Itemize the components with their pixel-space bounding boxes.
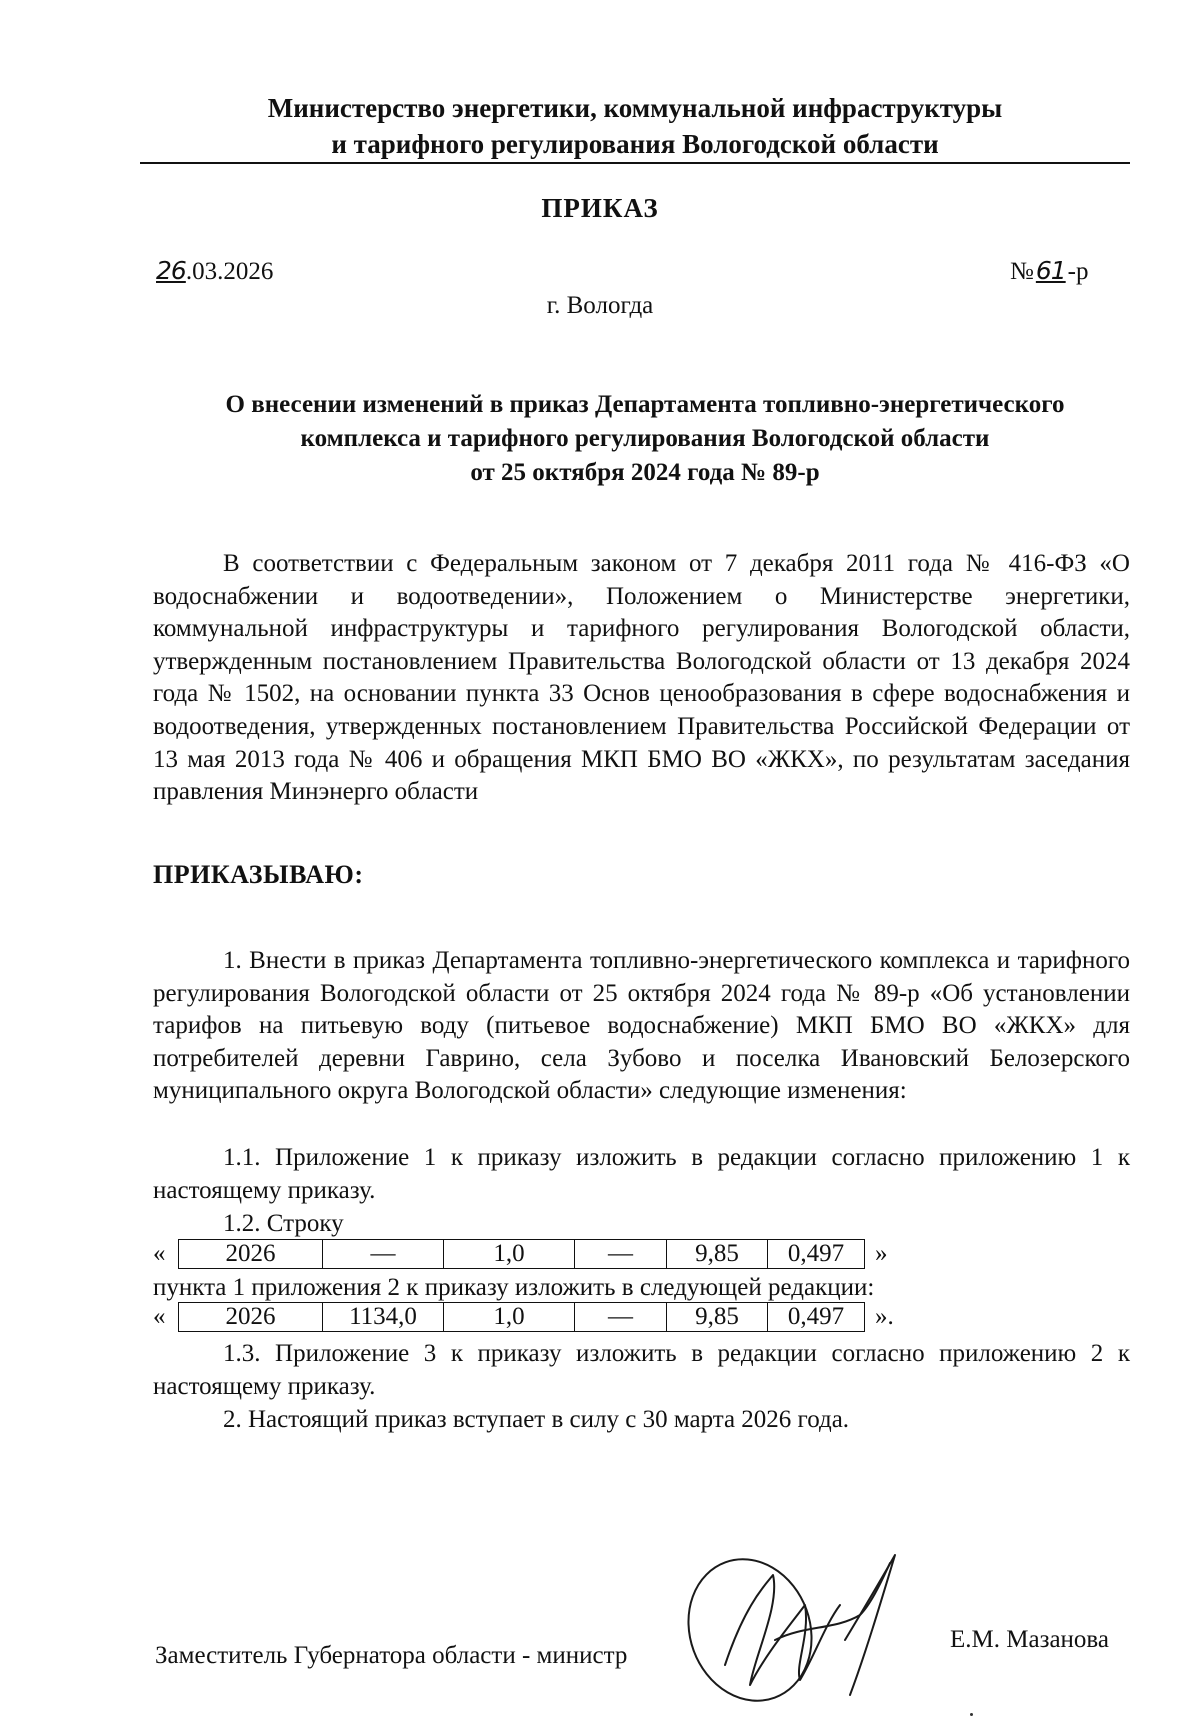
handwritten-signature [655, 1545, 915, 1715]
ministry-header-line2: и тарифного регулирования Вологодской области [331, 129, 939, 159]
document-title: ПРИКАЗ [541, 193, 659, 223]
between-rows-text: пункта 1 приложения 2 к приказу изложить в следующей редакции: [153, 1274, 875, 1301]
new-row-cell-4: — [575, 1302, 667, 1331]
ministry-header [140, 90, 1130, 162]
old-row-cell-2: — [323, 1239, 444, 1268]
new-row-cell-5: 9,85 [667, 1302, 768, 1331]
subject-line1: О внесении изменений в приказ Департамента топливно-энергетического [225, 391, 1065, 418]
new-row-cell-6: 0,497 [768, 1302, 865, 1331]
old-row-close-quote: » [875, 1239, 888, 1267]
subject-line2: комплекса и тарифного регулирования Вологодской области [300, 425, 990, 452]
item-1-3-paragraph: 1.3. Приложение 3 к приказу изложить в редакции согласно приложению 2 к настоящему приказу. [153, 1340, 1130, 1400]
date-day-handwritten: 26 [156, 256, 186, 285]
signer-name: Е.М. Мазанова [950, 1626, 1109, 1653]
new-row [153, 1300, 894, 1333]
order-subject [150, 388, 1140, 490]
old-row [153, 1237, 888, 1270]
new-row-cell-2: 1134,0 [323, 1302, 444, 1331]
new-row-open-quote: « [153, 1302, 166, 1330]
old-row-cell-4: — [575, 1239, 667, 1268]
new-row-cell-year: 2026 [179, 1302, 323, 1331]
ministry-header-line1: Министерство энергетики, коммунальной инфраструктуры [267, 93, 1003, 123]
number-value-handwritten: 61 [1035, 256, 1066, 285]
item-2-paragraph: 2. Настоящий приказ вступает в силу с 30 марта 2026 года. [223, 1406, 850, 1433]
date-rest: .03.2026 [185, 258, 274, 285]
old-row-cell-6: 0,497 [768, 1239, 865, 1268]
prikazyvau-heading: ПРИКАЗЫВАЮ: [153, 860, 364, 889]
number-suffix: -р [1067, 258, 1089, 285]
signature-stroke-3 [845, 1555, 895, 1695]
new-row-table [178, 1302, 865, 1332]
signature-stroke-1 [725, 1575, 840, 1685]
old-row-cell-3: 1,0 [444, 1239, 575, 1268]
old-row-cell-year: 2026 [179, 1239, 323, 1268]
old-row-table [178, 1239, 865, 1269]
number-prefix: № [1010, 258, 1034, 285]
new-row-close-quote: ». [875, 1302, 894, 1330]
item-1-paragraph: 1. Внести в приказ Департамента топливно-энергетического комплекса и тарифного регулирования Вологодской области от 25 октября 2024 года № 89-р «Об установлении тарифов на питьевую воду (питьевое водоснабжение) МКП БМО ВО «ЖКХ» для потребителей деревни Гаврино, села Зубово и поселка Ивановский Белозерского муниципального округа Вологодской области» следующие изменения: [153, 947, 1130, 1105]
old-row-open-quote: « [153, 1239, 166, 1267]
order-number [1010, 256, 1089, 286]
header-rule [140, 162, 1130, 164]
old-row-cell-5: 9,85 [667, 1239, 768, 1268]
order-date [156, 256, 273, 286]
new-row-cell-3: 1,0 [444, 1302, 575, 1331]
scan-speck [970, 1713, 973, 1716]
signer-position: Заместитель Губернатора области - министр [155, 1642, 628, 1669]
item-1-2-label: 1.2. Строку [223, 1210, 344, 1237]
subject-line3: от 25 октября 2024 года № 89-р [470, 459, 820, 486]
item-1-1-paragraph: 1.1. Приложение 1 к приказу изложить в редакции согласно приложению 1 к настоящему приказу. [153, 1144, 1130, 1204]
preamble-paragraph: В соответствии с Федеральным законом от 7 декабря 2011 года № 416-ФЗ «О водоснабжении и водоотведении», Положением о Министерстве энергетики, коммунальной инфраструктуры и тарифного регулирования Вологодской области, утвержденным постановлением Правительства Вологодской области от 13 декабря 2024 года № 1502, на основании пункта 33 Основ ценообразования в сфере водоснабжения и водоотведения, утвержденных постановлением Правительства Российской Федерации от 13 мая 2013 года № 406 и обращения МКП БМО ВО «ЖКХ», по результатам заседания правления Минэнерго области [153, 550, 1130, 806]
city: г. Вологда [546, 292, 654, 319]
